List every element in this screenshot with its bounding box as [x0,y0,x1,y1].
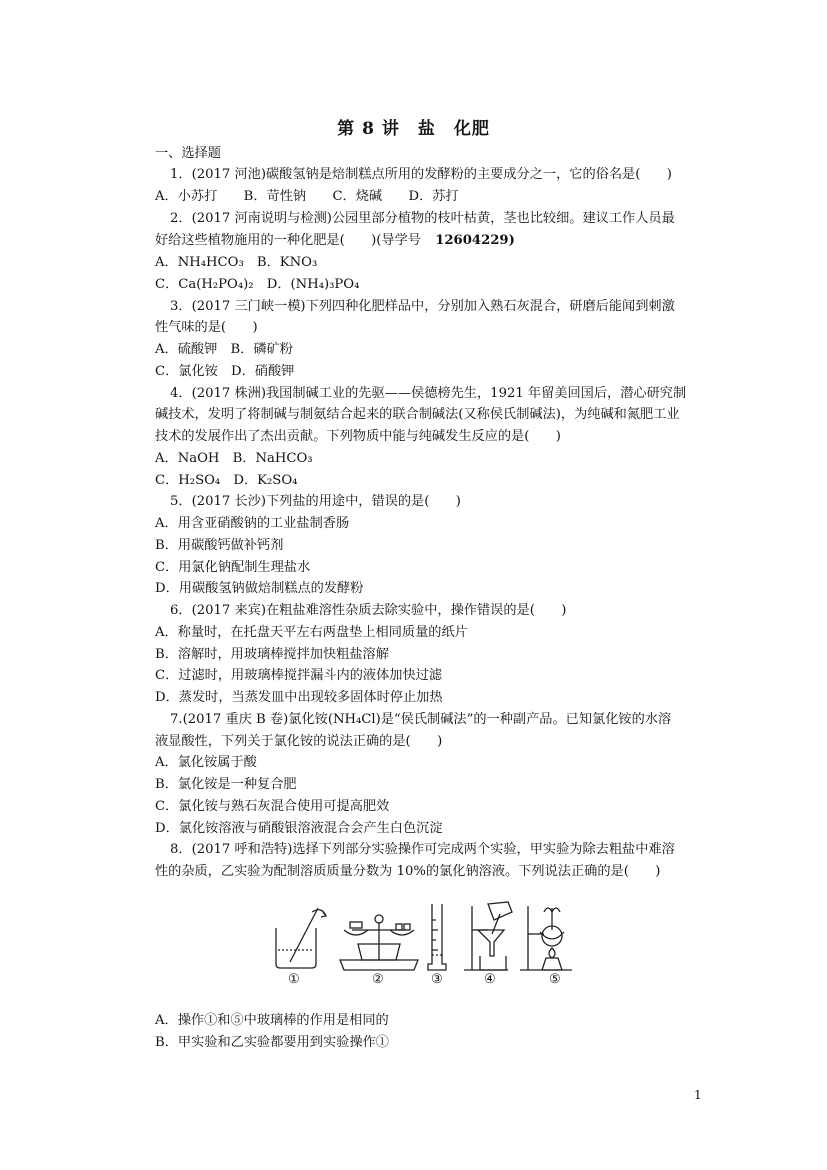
q4-stem-line1: 4．(2017 株洲)我国制碱工业的先驱——侯德榜先生，1921 年留美回国后，潜心研究制 [170,386,687,401]
q6-option-c: C．过滤时，用玻璃棒搅拌漏斗内的液体加快过滤 [155,668,443,683]
q5-stem: 5．(2017 长沙)下列盐的用途中，错误的是( ) [170,494,461,509]
q6-option-a: A．称量时，在托盘天平左右两盘垫上相同质量的纸片 [155,625,468,640]
evaporation-setup-icon [520,906,572,970]
q2-stem-line2 [155,231,515,251]
figure-label-2: ② [372,972,384,987]
q5-option-b: B．用碳酸钙做补钙剂 [155,538,284,553]
lab-operations-figure [268,900,580,992]
q3-stem-line2: 性气味的是( ) [155,320,258,335]
q6-stem: 6．(2017 来宾)在粗盐难溶性杂质去除实验中，操作错误的是( ) [170,603,567,618]
filtration-setup-icon [464,902,512,970]
section-heading: 一、选择题 [155,146,221,161]
q7-option-c: C．氯化铵与熟石灰混合使用可提高肥效 [155,799,390,814]
q3-options-ab: A．硫酸钾 B．磷矿粉 [155,342,293,357]
figure-label-1: ① [288,972,300,987]
lab-apparatus-drawing [268,900,580,992]
q8-stem-line2: 性的杂质，乙实验为配制溶质质量分数为 10%的氯化钠溶液。下列说法正确的是( ) [155,864,661,879]
graduated-cylinder-icon [428,904,446,970]
q2-guide-code: 12604229) [435,233,515,248]
q7-option-b: B．氯化铵是一种复合肥 [155,777,297,792]
figure-label-3: ③ [431,972,443,987]
q5-option-c: C．用氯化钠配制生理盐水 [155,560,311,575]
q1-stem: 1．(2017 河池)碳酸氢钠是焙制糕点所用的发酵粉的主要成分之一，它的俗名是( ) [170,167,672,182]
beaker-stirring-icon [276,908,326,968]
q3-options-cd: C．氯化铵 D．硝酸钾 [155,364,295,379]
q8-stem-line1: 8．(2017 呼和浩特)选择下列部分实验操作可完成两个实验，甲实验为除去粗盐中难溶 [170,842,675,857]
q5-option-d: D．用碳酸氢钠做焙制糕点的发酵粉 [155,581,364,596]
q7-stem-line1: 7.(2017 重庆 B 卷)氯化铵(NH₄Cl)是“侯氏制碱法”的一种副产品。已知氯化铵的水溶 [170,712,672,727]
figure-label-4: ④ [484,972,496,987]
page-title: 第 8 讲 盐 化肥 [337,119,490,139]
q1-options: A．小苏打 B．苛性钠 C．烧碱 D．苏打 [155,189,459,204]
q2-stem-line1: 2．(2017 河南说明与检测)公园里部分植物的枝叶枯黄，茎也比较细。建议工作人员最 [170,211,675,226]
balance-icon [340,915,418,970]
q4-options-ab: A．NaOH B．NaHCO₃ [155,451,313,466]
q6-option-d: D．蒸发时，当蒸发皿中出现较多固体时停止加热 [155,690,443,705]
q7-stem-line2: 液显酸性，下列关于氯化铵的说法正确的是( ) [155,734,443,749]
q4-stem-line2: 碱技术，发明了将制碱与制氨结合起来的联合制碱法(又称侯氏制碱法)，为纯碱和氮肥工业 [155,407,680,422]
q8-option-b: B．甲实验和乙实验都要用到实验操作① [155,1035,389,1050]
q2-stem-text: 好给这些植物施用的一种化肥是( )(导学号 [155,233,421,248]
q2-options-cd: C．Ca(H₂PO₄)₂ D．(NH₄)₃PO₄ [155,277,360,292]
q7-option-d: D．氯化铵溶液与硝酸银溶液混合会产生白色沉淀 [155,821,443,836]
figure-label-5: ⑤ [549,972,561,987]
q4-options-cd: C．H₂SO₄ D．K₂SO₄ [155,473,298,488]
q2-options-ab: A．NH₄HCO₃ B．KNO₃ [155,255,318,270]
q8-option-a: A．操作①和⑤中玻璃棒的作用是相同的 [155,1013,389,1028]
page-number: 1 [694,1088,702,1102]
q6-option-b: B．溶解时，用玻璃棒搅拌加快粗盐溶解 [155,647,389,662]
q5-option-a: A．用含亚硝酸钠的工业盐制香肠 [155,516,350,531]
q7-option-a: A．氯化铵属于酸 [155,755,257,770]
q3-stem-line1: 3．(2017 三门峡一模)下列四种化肥样品中，分别加入熟石灰混合，研磨后能闻到刺激 [170,299,675,314]
q4-stem-line3: 技术的发展作出了杰出贡献。下列物质中能与纯碱发生反应的是( ) [155,429,561,444]
